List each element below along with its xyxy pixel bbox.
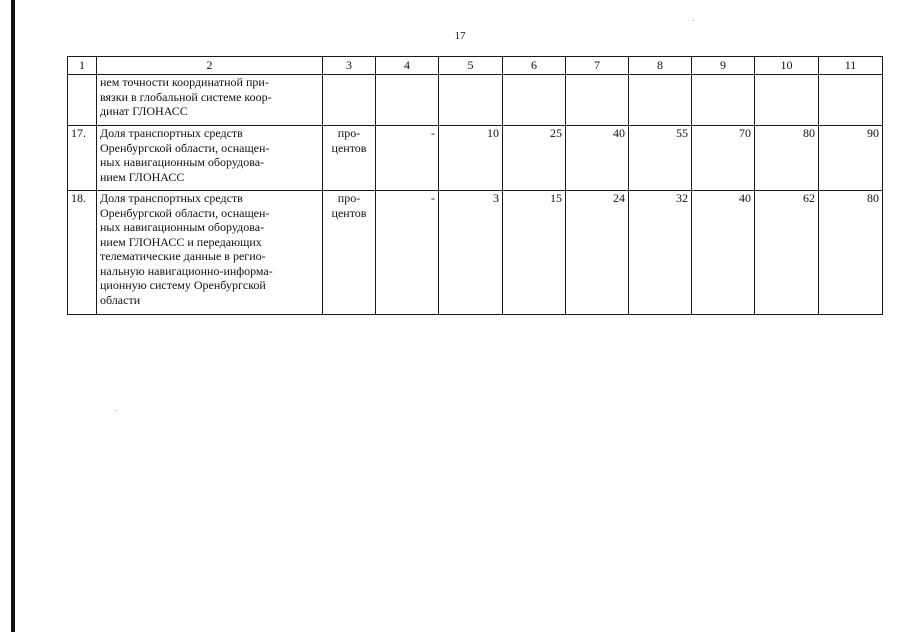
column-header: 5: [439, 57, 503, 75]
indicators-table: [67, 56, 883, 315]
unit-cell: [323, 75, 376, 126]
column-header: 9: [692, 57, 755, 75]
row-number: 17.: [68, 126, 97, 191]
value-cell: -: [376, 126, 439, 191]
value-cell: -: [376, 191, 439, 315]
scan-edge: [11, 0, 15, 632]
indicator-name-line: нием ГЛОНАСС: [100, 169, 185, 184]
table-row: [68, 126, 883, 191]
value-cell: 62: [755, 191, 819, 315]
unit-line: про-: [337, 191, 361, 205]
value-cell: [692, 75, 755, 126]
column-header: 3: [323, 57, 376, 75]
value-cell: 25: [503, 126, 566, 191]
unit-line: центов: [331, 205, 367, 220]
indicator-name-line: нием ГЛОНАСС и передающих: [100, 234, 262, 249]
column-header: 8: [629, 57, 692, 75]
column-header: 4: [376, 57, 439, 75]
value-cell: 70: [692, 126, 755, 191]
table-row: [68, 75, 883, 126]
indicator-name: [97, 191, 323, 315]
value-cell: [755, 75, 819, 126]
table-header-row: [68, 57, 883, 75]
indicator-name: [97, 126, 323, 191]
unit-cell: [323, 126, 376, 191]
table-row: [68, 191, 883, 315]
indicator-name-line: Доля транспортных средств: [100, 126, 243, 140]
scan-speck: [693, 20, 694, 21]
value-cell: 24: [566, 191, 629, 315]
indicator-name-line: области: [100, 292, 141, 307]
value-cell: 3: [439, 191, 503, 315]
value-cell: [376, 75, 439, 126]
value-cell: 40: [566, 126, 629, 191]
scan-speck: [116, 410, 117, 411]
indicator-name-line: ных навигационным оборудова-: [100, 155, 265, 169]
column-header: 1: [68, 57, 97, 75]
unit-line: про-: [337, 126, 361, 140]
value-cell: 32: [629, 191, 692, 315]
indicator-name-line: динат ГЛОНАСС: [100, 104, 188, 118]
indicator-name-line: ных навигационным оборудова-: [100, 220, 265, 234]
row-number: 18.: [68, 191, 97, 315]
column-header: 11: [819, 57, 883, 75]
unit-cell: [323, 191, 376, 315]
column-header: 7: [566, 57, 629, 75]
value-cell: [629, 75, 692, 126]
value-cell: [819, 75, 883, 126]
value-cell: 90: [819, 126, 883, 191]
value-cell: [566, 75, 629, 126]
unit-line: центов: [331, 140, 367, 155]
column-header: 6: [503, 57, 566, 75]
column-header: 2: [97, 57, 323, 75]
indicator-name-line: нем точности координатной при-: [100, 75, 269, 89]
value-cell: 80: [819, 191, 883, 315]
indicator-name-line: Оренбургской области, оснащен-: [100, 140, 270, 155]
indicator-name-line: вязки в глобальной системе коор-: [100, 89, 272, 104]
indicator-name-line: ционную систему Оренбургской: [100, 278, 266, 292]
value-cell: [503, 75, 566, 126]
value-cell: 80: [755, 126, 819, 191]
value-cell: 40: [692, 191, 755, 315]
indicator-name-line: нальную навигационно-информа-: [100, 263, 273, 278]
row-number: [68, 75, 97, 126]
column-header: 10: [755, 57, 819, 75]
indicator-name-line: Доля транспортных средств: [100, 191, 243, 205]
indicator-name: [97, 75, 323, 126]
value-cell: [439, 75, 503, 126]
indicator-name-line: телематические данные в регио-: [100, 249, 266, 263]
value-cell: 55: [629, 126, 692, 191]
value-cell: 15: [503, 191, 566, 315]
indicator-name-line: Оренбургской области, оснащен-: [100, 205, 270, 220]
value-cell: 10: [439, 126, 503, 191]
page-number: 17: [454, 30, 466, 42]
